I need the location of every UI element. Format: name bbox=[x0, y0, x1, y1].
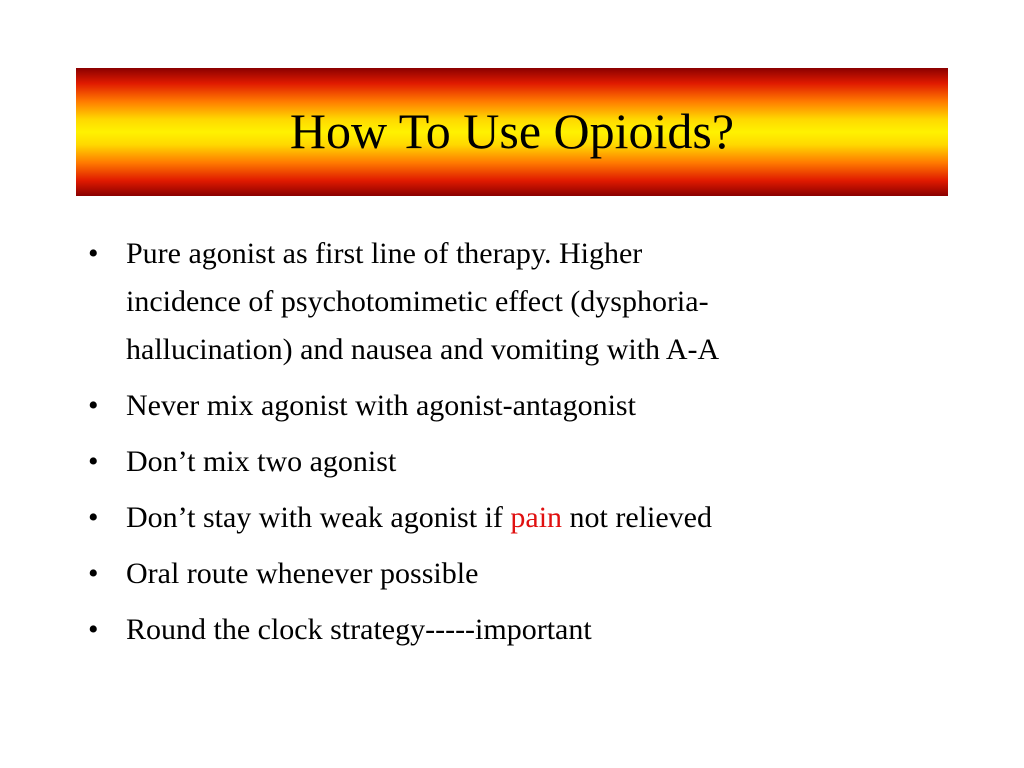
bullet-text-after: not relieved bbox=[562, 501, 712, 534]
bullet-text-line: hallucination) and nausea and vomiting with A-A bbox=[126, 333, 720, 366]
title-banner bbox=[76, 68, 948, 196]
bullet-glyph: • bbox=[88, 445, 99, 478]
bullet-item-3 bbox=[84, 438, 944, 486]
bullet-item-2 bbox=[84, 382, 944, 430]
bullet-glyph: • bbox=[88, 557, 99, 590]
bullet-glyph: • bbox=[88, 501, 99, 534]
bullet-glyph: • bbox=[88, 389, 99, 422]
highlighted-word: pain bbox=[510, 501, 563, 534]
bullet-glyph: • bbox=[88, 237, 99, 270]
bullet-item-4 bbox=[84, 494, 944, 542]
bullet-text-before: Don’t stay with weak agonist if bbox=[126, 501, 511, 534]
bullet-list bbox=[84, 230, 944, 662]
bullet-text-line: incidence of psychotomimetic effect (dysphoria- bbox=[126, 285, 709, 318]
bullet-text: Don’t mix two agonist bbox=[126, 445, 397, 478]
bullet-text: Round the clock strategy-----important bbox=[126, 613, 592, 646]
bullet-item-6 bbox=[84, 606, 944, 654]
bullet-item-5 bbox=[84, 550, 944, 598]
bullet-text-line: Pure agonist as first line of therapy. Higher bbox=[126, 237, 643, 270]
slide-title: How To Use Opioids? bbox=[289, 103, 735, 159]
bullet-text: Never mix agonist with agonist-antagonist bbox=[126, 389, 636, 422]
bullet-text: Oral route whenever possible bbox=[126, 557, 479, 590]
bullet-item-1 bbox=[84, 230, 944, 374]
bullet-glyph: • bbox=[88, 613, 99, 646]
